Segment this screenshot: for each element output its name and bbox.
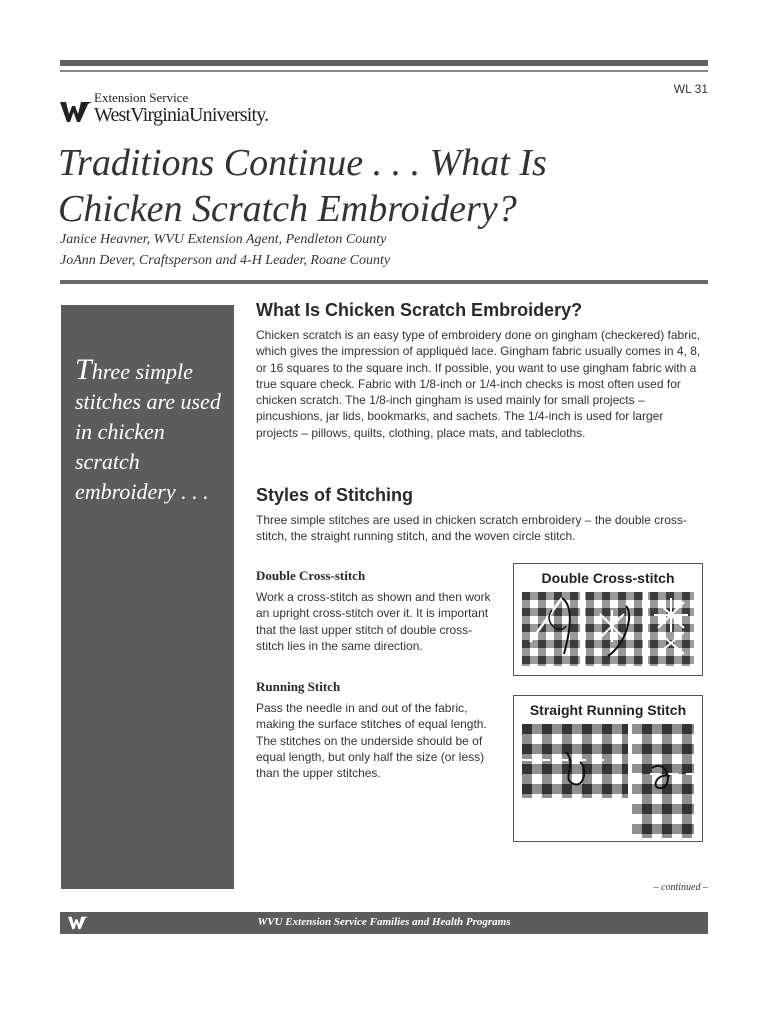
top-rule-thin: [60, 70, 708, 72]
section-heading-styles: Styles of Stitching: [256, 485, 414, 505]
continued-label: – continued –: [653, 882, 708, 893]
page-title: [58, 140, 718, 232]
figure-double-cross: [513, 563, 703, 676]
section-body-what-is: Chicken scratch is an easy type of embroidery done on gingham (checkered) fabric, which gives the impression of appliquéd lace. Gingham fabric usually comes in 4, 8, or 16 squares to the square inch. If possible, you want to use gingham fabric with a true square check. Fabric with 1/8-inch or 1/4-inch checks is most often used for chicken scratch. The 1/8-inch gingham is used mainly for small projects – pincushions, jar lids, bookmarks, and sachets. The 1/4-inch is used for larger projects – pillows, quilts, clothing, place mats, and tablecloths.: [256, 328, 701, 440]
logo-extension-text: Extension Service: [94, 90, 189, 105]
footer-bar: [60, 912, 708, 934]
subsection-running: [256, 679, 492, 781]
figure-title-running: Straight Running Stitch: [529, 702, 687, 718]
title-line-2: Chicken Scratch Embroidery?: [58, 188, 517, 230]
header-rule: [60, 280, 708, 284]
title-line-1: Traditions Continue . . . What Is: [58, 142, 547, 184]
section-what-is: [256, 300, 706, 441]
wvu-logo: [60, 90, 280, 134]
section-body-styles: Three simple stitches are used in chicken scratch embroidery – the double cross-stitch, the straight running stitch, and the woven circle stitch.: [256, 513, 687, 544]
author-2: JoAnn Dever, Craftsperson and 4-H Leader, Roane County: [60, 253, 391, 268]
doc-code: WL 31: [673, 82, 708, 96]
wv-logo-icon: [60, 100, 92, 124]
section-styles: [256, 485, 706, 545]
double-cross-illustration: [522, 592, 694, 666]
pullquote-text: [75, 355, 230, 507]
body-double-cross: Work a cross-stitch as shown and then work an upright cross-stitch over it. It is important that the last upper stitch of double cross-stitch lies in the same direction.: [256, 590, 491, 653]
body-running: Pass the needle in and out of the fabric, making the surface stitches of equal length. The stitches on the underside should be of equal length, but only half the size (or less) than the upper stitches.: [256, 701, 487, 781]
subheading-double-cross: Double Cross-stitch: [256, 568, 366, 583]
top-rule: [60, 60, 708, 66]
authors: [60, 229, 390, 271]
section-heading-what-is: What Is Chicken Scratch Embroidery?: [256, 300, 583, 320]
figure-running-stitch: [513, 695, 703, 842]
pullquote-rest: hree simple stitches are used in chicken scratch embroidery . . .: [75, 359, 221, 504]
running-stitch-illustration: [522, 724, 694, 838]
subheading-running: Running Stitch: [256, 679, 341, 694]
figure-title-double-cross: Double Cross-stitch: [541, 570, 675, 586]
pullquote-dropcap: T: [75, 353, 92, 386]
author-1: Janice Heavner, WVU Extension Agent, Pendleton County: [60, 232, 387, 247]
sidebar-pullquote: [61, 305, 234, 889]
subsection-double-cross: [256, 568, 492, 654]
logo-university-text: WestVirginiaUniversity.: [94, 104, 269, 126]
footer-text: WVU Extension Service Families and Health Programs: [257, 916, 511, 928]
